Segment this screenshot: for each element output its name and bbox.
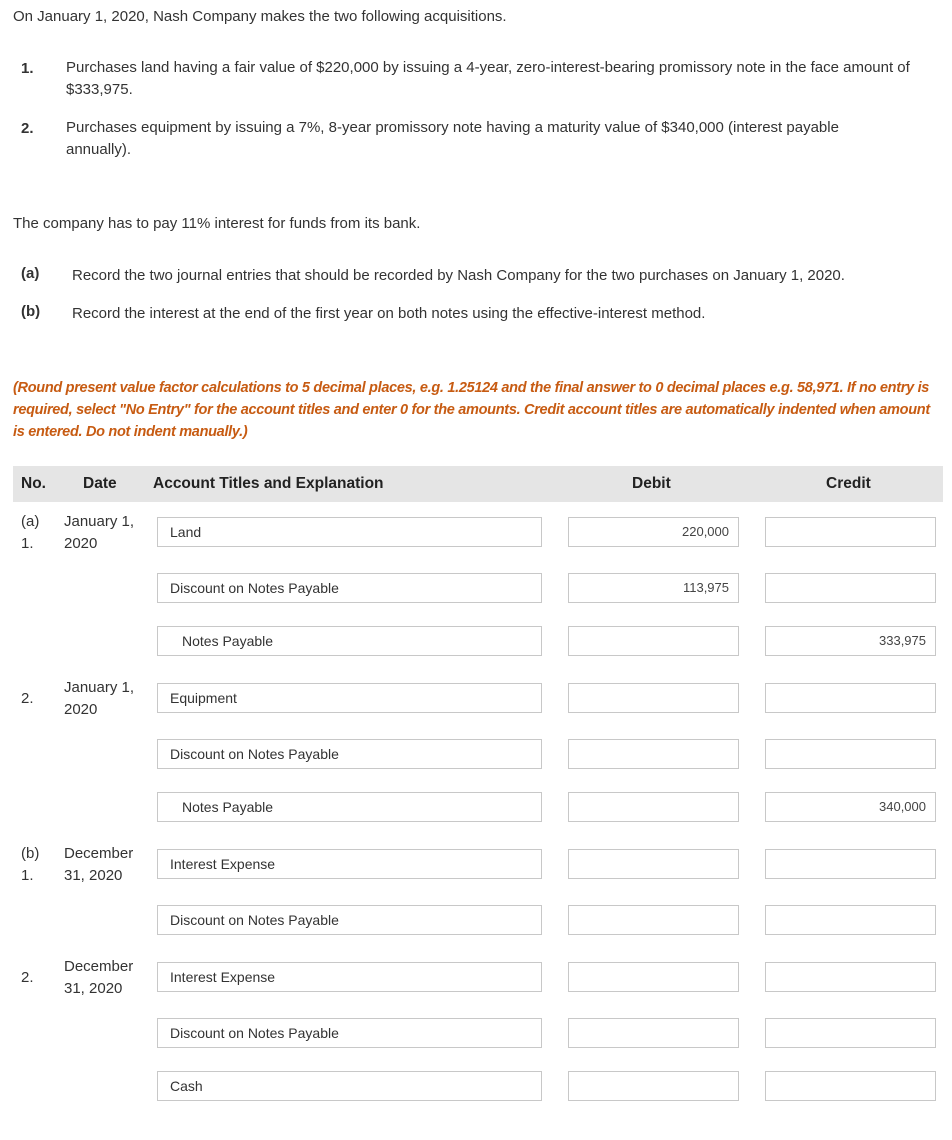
entry-date <box>64 677 134 721</box>
credit-field[interactable] <box>765 962 936 992</box>
credit-field[interactable] <box>765 683 936 713</box>
date-line: 31, 2020 <box>64 867 123 884</box>
account-title-field[interactable]: Land <box>157 517 542 547</box>
entry-number <box>21 843 39 887</box>
credit-field[interactable] <box>765 739 936 769</box>
item-text: Purchases land having a fair value of $220,000 by issuing a 4-year, zero-interest-bearing promissory note in the face amount of $333,975. <box>66 59 910 98</box>
part-text: Record the interest at the end of the first year on both notes using the effective-interest method. <box>72 305 706 322</box>
date-line: January 1, <box>64 679 135 696</box>
debit-field[interactable] <box>568 962 739 992</box>
entry-part: (b) <box>21 845 40 862</box>
entry-date <box>64 511 134 555</box>
rounding-instructions: (Round present value factor calculations to 5 decimal places, e.g. 1.25124 and the final answer to 0 decimal places e.g. 58,971. If no entry is required, select "No Entry" for the account titles and enter 0 for the amounts. Credit account titles are automatically indented when amount is entered. Do not indent manually.) <box>13 380 930 440</box>
debit-field[interactable]: 220,000 <box>568 517 739 547</box>
account-title-field[interactable]: Discount on Notes Payable <box>157 739 542 769</box>
debit-field[interactable] <box>568 792 739 822</box>
debit-field[interactable] <box>568 1071 739 1101</box>
account-title-field[interactable]: Cash <box>157 1071 542 1101</box>
debit-field[interactable] <box>568 905 739 935</box>
item-text: Purchases equipment by issuing a 7%, 8-year promissory note having a maturity value of $340,000 (interest payable annually). <box>66 119 839 158</box>
problem-intro: On January 1, 2020, Nash Company makes the two following acquisitions. <box>13 8 507 25</box>
item-number: 2. <box>21 120 34 137</box>
debit-field[interactable] <box>568 1018 739 1048</box>
date-line: 2020 <box>64 535 98 552</box>
journal-table-header <box>13 466 943 502</box>
entry-number <box>21 511 39 555</box>
header-date: Date <box>83 475 117 492</box>
header-credit: Credit <box>826 475 871 492</box>
header-no: No. <box>21 475 46 492</box>
part-text: Record the two journal entries that should be recorded by Nash Company for the two purchases on January 1, 2020. <box>72 267 845 284</box>
date-line: 2020 <box>64 701 98 718</box>
header-account: Account Titles and Explanation <box>153 475 384 492</box>
entry-index: 1. <box>21 867 34 884</box>
entry-number: 2. <box>21 690 34 707</box>
credit-field[interactable] <box>765 905 936 935</box>
entry-date <box>64 843 133 887</box>
credit-field[interactable]: 340,000 <box>765 792 936 822</box>
debit-field[interactable] <box>568 626 739 656</box>
account-title-field[interactable]: Notes Payable <box>157 626 542 656</box>
entry-number: 2. <box>21 969 34 986</box>
credit-field[interactable] <box>765 1018 936 1048</box>
credit-field[interactable]: 333,975 <box>765 626 936 656</box>
date-line: December <box>64 958 134 975</box>
entry-date <box>64 956 133 1000</box>
account-title-field[interactable]: Discount on Notes Payable <box>157 905 542 935</box>
debit-field[interactable] <box>568 739 739 769</box>
bank-note: The company has to pay 11% interest for funds from its bank. <box>13 215 421 232</box>
date-line: 31, 2020 <box>64 980 123 997</box>
part-label: (a) <box>21 265 40 282</box>
credit-field[interactable] <box>765 849 936 879</box>
account-title-field[interactable]: Discount on Notes Payable <box>157 573 542 603</box>
credit-field[interactable] <box>765 573 936 603</box>
debit-field[interactable] <box>568 683 739 713</box>
account-title-field[interactable]: Equipment <box>157 683 542 713</box>
date-line: January 1, <box>64 513 135 530</box>
item-number: 1. <box>21 60 34 77</box>
part-label: (b) <box>21 303 41 320</box>
date-line: December <box>64 845 134 862</box>
credit-field[interactable] <box>765 517 936 547</box>
debit-field[interactable]: 113,975 <box>568 573 739 603</box>
entry-index: 1. <box>21 535 34 552</box>
account-title-field[interactable]: Interest Expense <box>157 962 542 992</box>
header-debit: Debit <box>632 475 671 492</box>
entry-part: (a) <box>21 513 40 530</box>
debit-field[interactable] <box>568 849 739 879</box>
account-title-field[interactable]: Notes Payable <box>157 792 542 822</box>
account-title-field[interactable]: Interest Expense <box>157 849 542 879</box>
account-title-field[interactable]: Discount on Notes Payable <box>157 1018 542 1048</box>
credit-field[interactable] <box>765 1071 936 1101</box>
